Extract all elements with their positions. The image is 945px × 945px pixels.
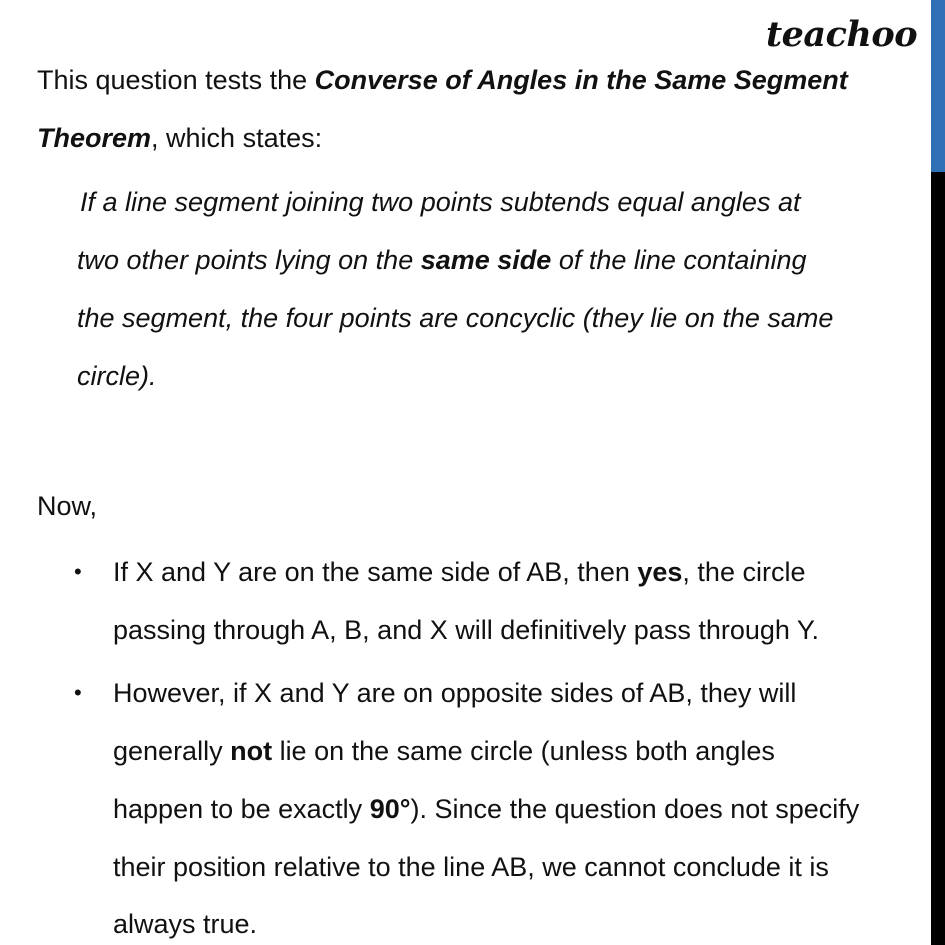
bullet-2-line2-prefix: generally — [113, 736, 231, 766]
theorem-name-part-1: Converse of Angles in the Same Segment — [314, 65, 848, 95]
quote-line2-suffix: of the line containing — [551, 245, 807, 275]
bullet-2-line-3 — [113, 793, 859, 825]
bullet-2-bold-not: not — [230, 736, 273, 766]
intro-line-2 — [37, 122, 322, 154]
bullet-1-suffix: , the circle — [682, 557, 806, 587]
now-label: Now, — [37, 491, 98, 521]
bullet-symbol-1: • — [74, 559, 82, 584]
teachoo-logo: teachoo — [766, 14, 918, 55]
bullet-2-line3-suffix: ). Since the question does not specify — [410, 794, 860, 824]
theorem-name-part-2: Theorem — [37, 123, 152, 153]
bullet-2-line-1: However, if X and Y are on opposite sides of AB, they will — [113, 678, 797, 708]
theorem-quote-line-4: circle). — [77, 361, 157, 391]
bullet-2-bold-90-degrees: 90° — [369, 794, 411, 824]
quote-line2-prefix: two other points lying on the — [77, 245, 421, 275]
bullet-2-line-5: always true. — [113, 909, 258, 939]
intro-suffix: , which states: — [151, 123, 323, 153]
theorem-quote-line-2 — [77, 244, 807, 276]
bullet-2-line-4: their position relative to the line AB, we cannot conclude it is — [113, 852, 829, 882]
bullet-1-bold-yes: yes — [637, 557, 683, 587]
bullet-2-line3-prefix: happen to be exactly — [113, 794, 370, 824]
bullet-2-line-2 — [113, 735, 775, 767]
intro-line-1 — [37, 64, 848, 96]
bullet-1-prefix: If X and Y are on the same side of AB, then — [113, 557, 638, 587]
theorem-quote-line-3: the segment, the four points are concyclic (they lie on the same — [77, 303, 834, 333]
intro-prefix: This question tests the — [37, 65, 315, 95]
side-bar — [931, 0, 945, 945]
bullet-symbol-2: • — [74, 680, 82, 705]
side-bar-accent — [931, 0, 945, 172]
bullet-1-line-1 — [113, 556, 805, 588]
bullet-1-line-2: passing through A, B, and X will definitively pass through Y. — [113, 615, 819, 645]
bullet-2-line2-suffix: lie on the same circle (unless both angles — [272, 736, 775, 766]
quote-bold-same-side: same side — [420, 245, 552, 275]
theorem-quote-line-1: If a line segment joining two points subtends equal angles at — [80, 187, 801, 217]
